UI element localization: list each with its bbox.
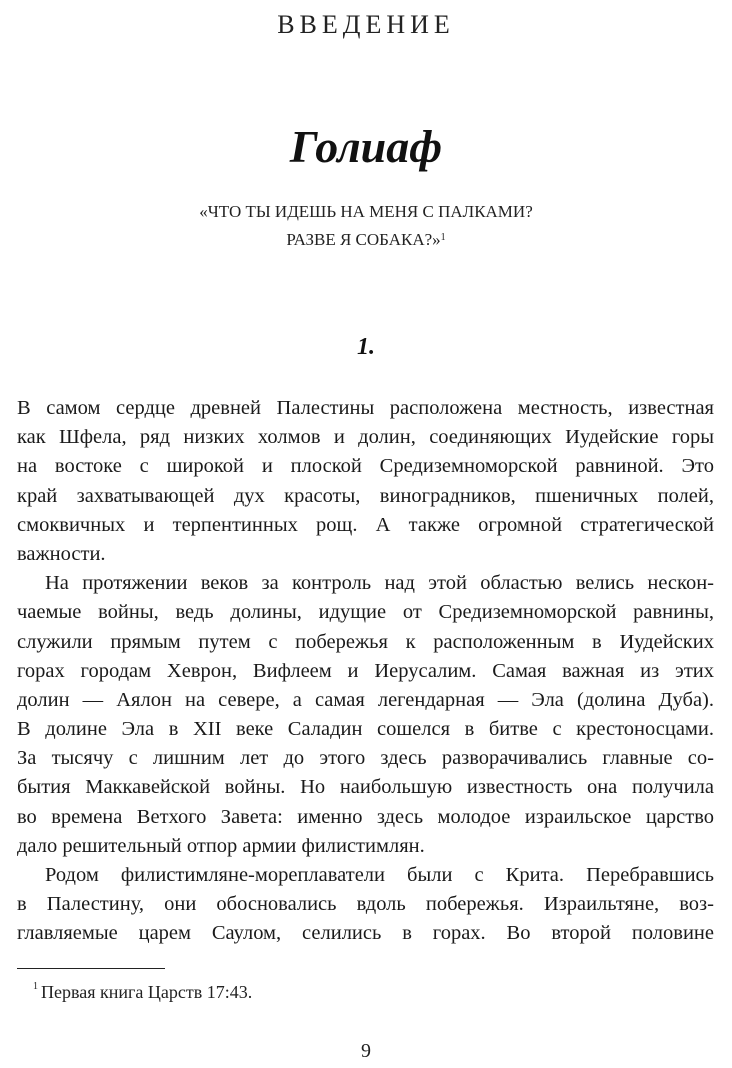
paragraph-line: важности. xyxy=(17,542,106,565)
footnote-divider xyxy=(17,968,165,969)
paragraph-line: В самом сердце древней Палестины расположена местность, известная xyxy=(17,397,714,419)
paragraph-line: главляемые царем Саулом, селились в горах. Во второй половине xyxy=(17,922,714,945)
epigraph-line-1: «ЧТО ТЫ ИДЕШЬ НА МЕНЯ С ПАЛКАМИ? xyxy=(199,202,533,221)
paragraph-line: край захватывающей дух красоты, виноградников, пшеничных полей, xyxy=(17,484,714,507)
paragraph-line: смоквичных и терпентинных рощ. А также огромной стратегической xyxy=(17,513,714,536)
paragraph-line: Родом филистимляне-мореплаватели были с Крита. Перебравшись xyxy=(45,864,714,886)
paragraph-line: бытия Маккавейской войны. Но наибольшую известность она получила xyxy=(17,776,714,799)
footnote-text: Первая книга Царств 17:43. xyxy=(41,982,253,1002)
paragraph-line: на востоке с широкой и плоской Средиземноморской равниной. Это xyxy=(17,455,714,478)
paragraph-line: В долине Эла в XII веке Саладин сошелся в битве с крестоносцами. xyxy=(17,718,714,741)
epigraph-footnote-ref[interactable]: 1 xyxy=(440,232,446,243)
epigraph-line-2 xyxy=(0,226,732,254)
footnote xyxy=(33,982,252,1003)
paragraph-line: За тысячу с лишним лет до этого здесь разворачивались главные со- xyxy=(17,747,714,770)
paragraph-line: На протяжении веков за контроль над этой областью велись нескон- xyxy=(45,572,714,595)
epigraph-line-2-text: РАЗВЕ Я СОБАКА?» xyxy=(286,230,441,249)
paragraph-line: как Шфела, ряд низких холмов и долин, соединяющих Иудейские горы xyxy=(17,426,714,449)
paragraph-line: служили прямым путем с побережья к расположенным в Иудейских xyxy=(17,630,714,653)
paragraph-line: горах городам Хеврон, Вифлеем и Иерусалим. Самая важная из этих xyxy=(17,659,714,682)
running-head: ВВЕДЕНИЕ xyxy=(277,10,455,39)
body-text xyxy=(17,394,714,949)
paragraph-line: в Палестину, они обосновались вдоль побережья. Израильтяне, воз- xyxy=(17,893,714,916)
paragraph-line: долин — Аялон на севере, а самая легендарная — Эла (долина Дуба). xyxy=(17,688,714,711)
paragraph-line: во времена Ветхого Завета: именно здесь молодое израильское царство xyxy=(17,805,714,828)
paragraph-line: чаемые войны, ведь долины, идущие от Средиземноморской равнины, xyxy=(17,601,714,624)
page-number: 9 xyxy=(361,1040,371,1062)
paragraph-line: дало решительный отпор армии филистимлян. xyxy=(17,834,425,857)
chapter-title: Голиаф xyxy=(289,121,443,172)
footnote-number: 1 xyxy=(33,981,38,992)
epigraph xyxy=(0,198,732,254)
section-number: 1. xyxy=(357,334,375,360)
